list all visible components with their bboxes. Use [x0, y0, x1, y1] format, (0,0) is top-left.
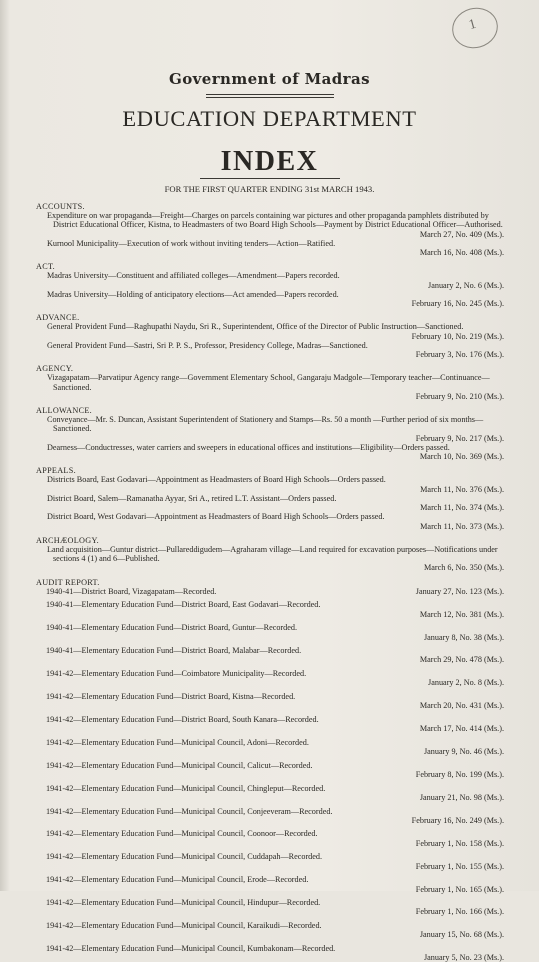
audit-text: 1941-42—Elementary Education Fund—Municipal Council, Calicut—Recorded.: [46, 760, 313, 770]
divider-rule: [200, 178, 340, 179]
audit-text: 1941-42—Elementary Education Fund—District Board, South Kanara—Recorded.: [46, 714, 319, 724]
audit-reference: January 2, No. 8 (Ms.).: [428, 678, 504, 688]
audit-reference: February 1, No. 165 (Ms.).: [415, 884, 504, 894]
entry-text: Conveyance—Mr. S. Duncan, Assistant Superintendent of Stationery and Stamps—Rs. 50 a month —Further period of six months—Sanctioned.: [47, 415, 484, 434]
audit-reference: March 17, No. 414 (Ms.).: [419, 724, 504, 734]
index-entry: [42, 545, 506, 573]
department-title: EDUCATION DEPARTMENT: [122, 106, 417, 131]
index-entry: [42, 415, 506, 443]
audit-text: 1940-41—Elementary Education Fund—District Board, Malabar—Recorded.: [46, 646, 302, 656]
entry-reference: March 16, No. 408 (Ms.).: [419, 248, 504, 258]
index-entry: [42, 290, 506, 308]
entry-reference: February 9, No. 210 (Ms.).: [415, 391, 504, 401]
index-entry: [42, 211, 506, 239]
section-heading: ACT.: [36, 262, 56, 272]
audit-text: 1941-42—Elementary Education Fund—Municipal Council, Chingleput—Recorded.: [46, 783, 326, 793]
audit-reference: January 15, No. 68 (Ms.).: [419, 930, 504, 940]
audit-text: 1940-41—Elementary Education Fund—District Board, East Godavari—Recorded.: [46, 600, 321, 610]
audit-text: 1940-41—Elementary Education Fund—District Board, Guntur—Recorded.: [46, 623, 298, 633]
audit-text: 1941-42—Elementary Education Fund—Municipal Council, Karaikudi—Recorded.: [46, 921, 322, 931]
audit-reference: February 1, No. 158 (Ms.).: [415, 838, 504, 848]
audit-row: [36, 715, 506, 733]
audit-reference: January 9, No. 46 (Ms.).: [423, 747, 504, 757]
entry-reference: February 9, No. 217 (Ms.).: [415, 433, 504, 443]
entry-text: Madras University—Constituent and affiliated colleges—Amendment—Papers recorded.: [47, 271, 340, 281]
audit-row: [36, 852, 506, 870]
audit-reference: February 16, No. 249 (Ms.).: [411, 815, 504, 825]
index-section: [36, 262, 506, 308]
audit-text: 1940-41—District Board, Vizagapatam—Recorded.: [46, 586, 217, 596]
audit-reference: January 8, No. 38 (Ms.).: [423, 632, 504, 642]
section-heading: AGENCY.: [36, 364, 74, 374]
entry-reference: February 10, No. 219 (Ms.).: [411, 331, 504, 341]
audit-reference: February 1, No. 166 (Ms.).: [415, 907, 504, 917]
audit-reference: March 20, No. 431 (Ms.).: [419, 701, 504, 711]
index-subtitle: FOR THE FIRST QUARTER ENDING 31st MARCH 1943.: [164, 184, 375, 194]
entry-reference: February 16, No. 245 (Ms.).: [411, 299, 504, 309]
index-content: [36, 197, 506, 962]
audit-text: 1941-42—Elementary Education Fund—Municipal Council, Conjeeveram—Recorded.: [46, 806, 333, 816]
index-entry: [42, 341, 506, 359]
audit-row: [36, 761, 506, 779]
index-entry: [42, 239, 506, 257]
audit-row: [36, 921, 506, 939]
index-entry: [42, 271, 506, 289]
audit-row: [36, 669, 506, 687]
audit-text: 1941-42—Elementary Education Fund—Municipal Council, Kumbakonam—Recorded.: [46, 944, 336, 954]
entry-reference: January 2, No. 6 (Ms.).: [428, 280, 504, 290]
divider-rule: [206, 94, 334, 95]
index-entry: [42, 373, 506, 401]
audit-row: [36, 587, 506, 596]
audit-reference: January 5, No. 23 (Ms.).: [423, 953, 504, 962]
entry-reference: March 6, No. 350 (Ms.).: [423, 563, 504, 573]
audit-reference: January 21, No. 98 (Ms.).: [419, 792, 504, 802]
entry-text: General Provident Fund—Raghupathi Naydu, Sri R., Superintendent, Office of the Director of Public Instruction—Sanctioned.: [47, 322, 464, 332]
index-entry: [42, 443, 506, 461]
audit-row: [36, 600, 506, 618]
index-section: [36, 536, 506, 573]
audit-text: 1941-42—Elementary Education Fund—District Board, Kistna—Recorded.: [46, 692, 296, 702]
audit-reference: February 1, No. 155 (Ms.).: [415, 861, 504, 871]
entry-text: Dearness—Conductresses, water carriers and sweepers in educational offices and institutions—Eligibility—Orders passed.: [47, 442, 450, 452]
section-heading: ADVANCE.: [36, 313, 80, 323]
government-heading: Government of Madras: [169, 70, 370, 88]
audit-row: [36, 646, 506, 664]
index-section: [36, 313, 506, 359]
audit-row: [36, 692, 506, 710]
audit-row: [36, 944, 506, 962]
audit-reference: March 29, No. 478 (Ms.).: [419, 655, 504, 665]
audit-text: 1941-42—Elementary Education Fund—Municipal Council, Cuddapah—Recorded.: [46, 852, 323, 862]
entry-reference: March 11, No. 376 (Ms.).: [420, 484, 504, 494]
entry-reference: March 10, No. 369 (Ms.).: [419, 452, 504, 462]
audit-row: [36, 623, 506, 641]
entry-text: Vizagapatam—Parvatipur Agency range—Government Elementary School, Gangaraju Madgole—Temporary teacher—Continuance—Sanctioned.: [47, 373, 490, 392]
audit-text: 1941-42—Elementary Education Fund—Municipal Council, Coonoor—Recorded.: [46, 829, 318, 839]
section-heading: APPEALS.: [36, 466, 76, 476]
audit-text: 1941-42—Elementary Education Fund—Municipal Council, Adoni—Recorded.: [46, 737, 309, 747]
index-entry: [42, 322, 506, 340]
section-heading: ARCHÆOLOGY.: [36, 535, 99, 545]
audit-reference: January 27, No. 123 (Ms.).: [415, 586, 504, 596]
audit-row: [36, 784, 506, 802]
section-heading: ACCOUNTS.: [36, 202, 85, 211]
index-section: [36, 466, 506, 530]
entry-reference: March 11, No. 374 (Ms.).: [420, 503, 504, 513]
index-entry: [42, 512, 506, 530]
entry-text: District Board, Salem—Ramanatha Ayyar, Sri A., retired L.T. Assistant—Orders passed.: [47, 493, 337, 503]
audit-row: [36, 898, 506, 916]
index-entry: [42, 494, 506, 512]
audit-reference: March 12, No. 381 (Ms.).: [419, 609, 504, 619]
circled-mark: 1: [448, 3, 503, 54]
entry-text: Land acquisition—Guntur district—Pullareddigudem—Agraharam village—Land required for excavation purposes—Notifications under sections 4 (1) and 6—Published.: [47, 544, 498, 564]
index-section: [36, 364, 506, 401]
entry-text: Madras University—Holding of anticipatory elections—Act amended—Papers recorded.: [47, 289, 339, 299]
audit-section: [36, 578, 506, 962]
index-section: [36, 406, 506, 461]
entry-text: Districts Board, East Godavari—Appointment as Headmasters of Board High Schools—Orders passed.: [47, 475, 386, 485]
audit-row: [36, 738, 506, 756]
audit-text: 1941-42—Elementary Education Fund—Coimbatore Municipality—Recorded.: [46, 669, 307, 679]
index-section: [36, 202, 506, 257]
entry-reference: March 27, No. 409 (Ms.).: [419, 229, 504, 239]
entry-text: General Provident Fund—Sastri, Sri P. P. S., Professor, Presidency College, Madras—Sanctioned.: [47, 340, 368, 350]
section-heading: ALLOWANCE.: [36, 406, 92, 416]
audit-text: 1941-42—Elementary Education Fund—Municipal Council, Hindupur—Recorded.: [46, 898, 321, 908]
section-heading: AUDIT REPORT.: [36, 577, 100, 587]
divider-rule: [206, 97, 334, 98]
entry-text: District Board, West Godavari—Appointment as Headmasters of Board High Schools—Orders passed.: [47, 512, 385, 522]
audit-reference: February 8, No. 199 (Ms.).: [415, 769, 504, 779]
index-entry: [42, 475, 506, 493]
entry-reference: March 11, No. 373 (Ms.).: [420, 521, 504, 531]
index-title: INDEX: [220, 146, 319, 177]
audit-text: 1941-42—Elementary Education Fund—Municipal Council, Erode—Recorded.: [46, 875, 309, 885]
entry-text: Expenditure on war propaganda—Freight—Charges on parcels containing war pictures and other propaganda pamphlets distributed by District Educational Officer, Kistna, to Headmasters of two Board High Schools—Payment by District Educational Officer—Authorised.: [47, 211, 503, 230]
audit-row: [36, 807, 506, 825]
audit-row: [36, 829, 506, 847]
entry-reference: February 3, No. 176 (Ms.).: [415, 350, 504, 360]
entry-text: Kurnool Municipality—Execution of work without inviting tenders—Action—Ratified.: [47, 238, 336, 248]
